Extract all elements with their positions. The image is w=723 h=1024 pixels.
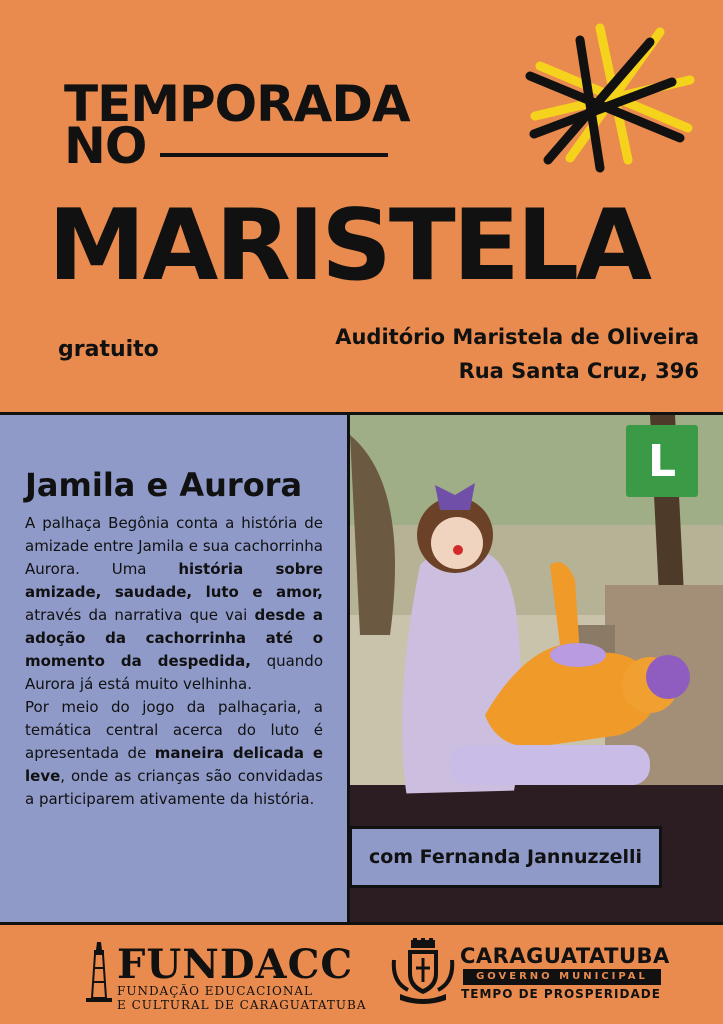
- description-text: , onde as crianças são convidadas a participarem ativamente da história.: [25, 767, 323, 808]
- description-paragraph-2: [25, 696, 323, 811]
- show-description: [25, 512, 323, 811]
- fundacc-logo-subtitle: [117, 984, 367, 1012]
- fundacc-subtitle-line-1: FUNDAÇÃO EDUCACIONAL: [117, 984, 313, 998]
- headline-line-1: TEMPORADA: [64, 75, 410, 133]
- fundacc-logo-name: FUNDACC: [117, 941, 354, 988]
- description-emphasis: desde a adoção da cachorrinha até o momento da despedida,: [25, 606, 323, 670]
- fundacc-lighthouse-icon: [84, 940, 114, 1004]
- headline-line-2: NO: [64, 117, 147, 175]
- show-title: Jamila e Aurora: [25, 466, 303, 504]
- fundacc-subtitle-line-2: E CULTURAL DE CARAGUATATUBA: [117, 998, 367, 1012]
- age-rating-badge: L: [626, 425, 698, 497]
- caraguatatuba-slogan: TEMPO DE PROSPERIDADE: [461, 987, 661, 1001]
- show-info-panel: [0, 412, 350, 922]
- description-text: através da narrativa que vai: [25, 606, 255, 624]
- description-text: A palhaça Begônia conta a história de amizade entre Jamila e sua cachorrinha Aurora. Uma: [25, 514, 323, 578]
- price-label: gratuito: [58, 337, 159, 362]
- caraguatatuba-coat-of-arms-icon: [390, 938, 456, 1004]
- caraguatatuba-government-band: GOVERNO MUNICIPAL: [463, 969, 661, 985]
- description-text: quando Aurora já está muito velhinha.: [25, 652, 323, 693]
- venue-info: [335, 320, 699, 388]
- headline-rule: [160, 153, 388, 157]
- headline-line-3: MARISTELA: [48, 189, 649, 303]
- venue-address: Rua Santa Cruz, 396: [458, 359, 699, 383]
- burst-icon: [520, 20, 700, 180]
- description-emphasis: história sobre amizade, saudade, luto e amor,: [25, 560, 323, 601]
- description-text: Por meio do jogo da palhaçaria, a temática central acerca do luto é apresentada de: [25, 698, 323, 762]
- performer-credit: com Fernanda Jannuzzelli: [349, 826, 662, 888]
- description-paragraph-1: [25, 512, 323, 696]
- venue-name: Auditório Maristela de Oliveira: [335, 325, 699, 349]
- caraguatatuba-logo-name: CARAGUATATUBA: [460, 944, 670, 968]
- description-emphasis: maneira delicada e leve: [25, 744, 324, 785]
